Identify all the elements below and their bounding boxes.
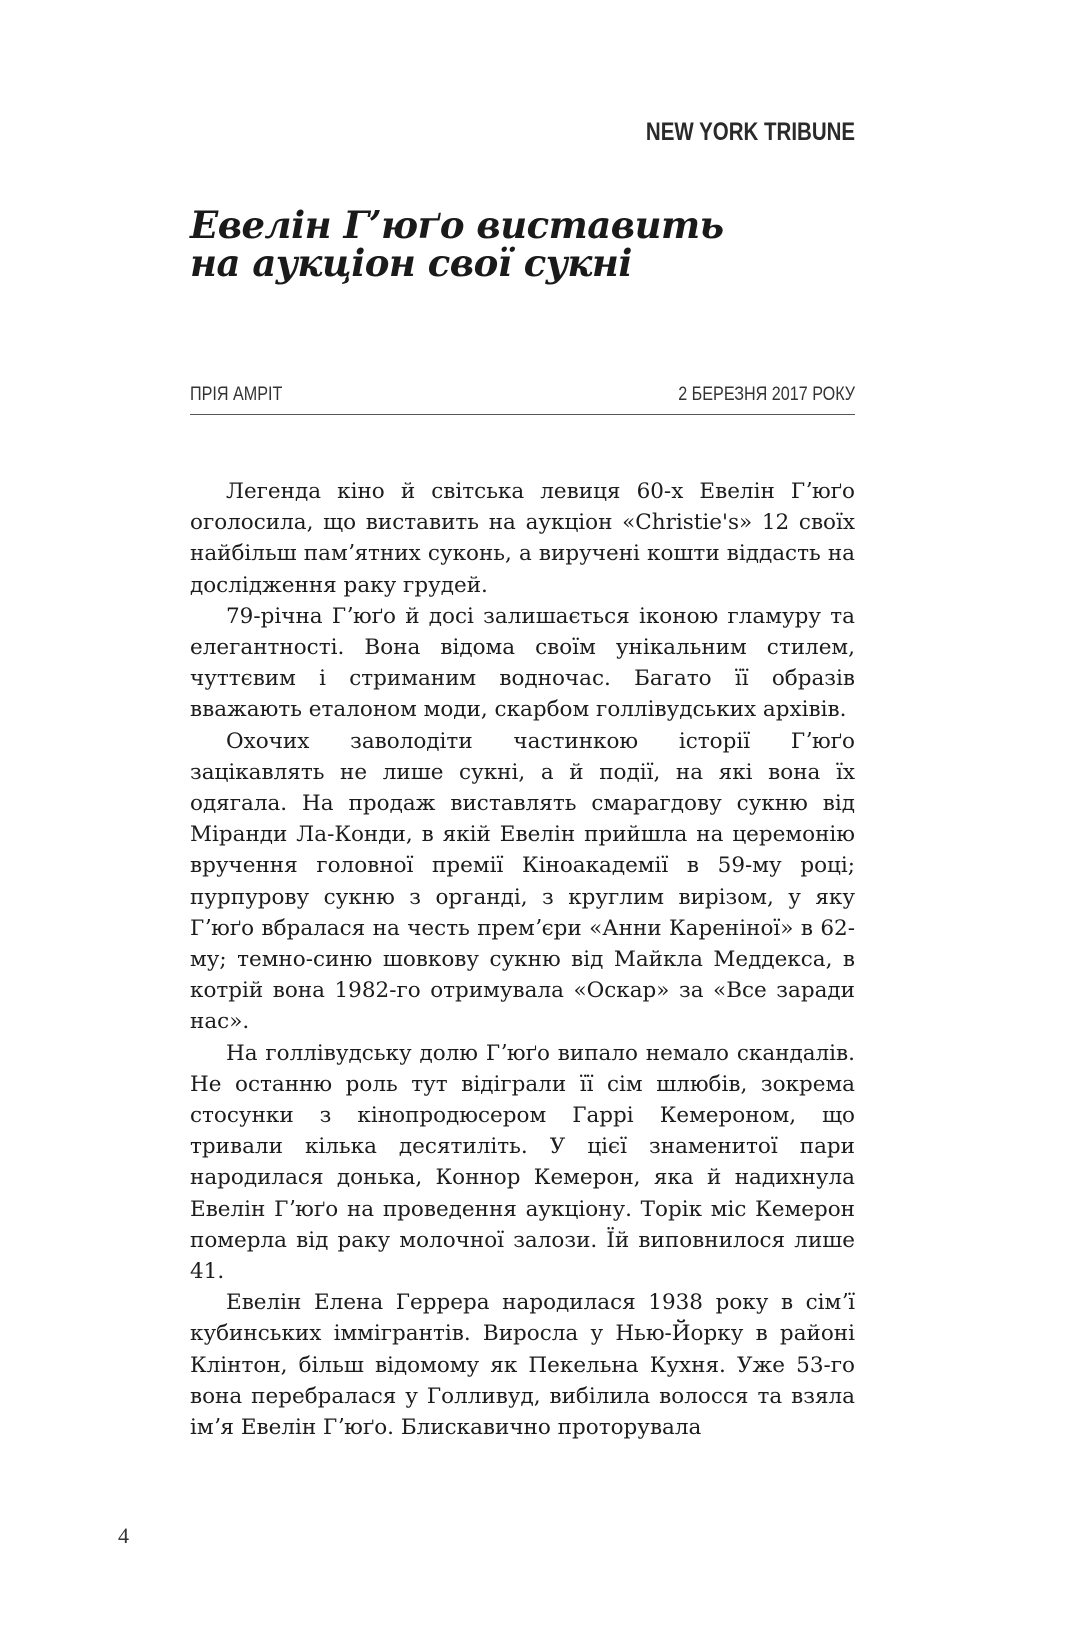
article-date: 2 БЕРЕЗНЯ 2017 РОКУ	[678, 384, 855, 405]
headline-line-1: Евелін Гʼюґо виставить	[190, 203, 724, 247]
paragraph: Евелін Елена Геррера народилася 1938 року в сімʼї кубинських іммігрантів. Виросла у Нью-Йорку в районі Клінтон, більш відомому як Пекельна Кухня. Уже 53-го вона перебралася у Голливуд, вибілила волосся та взяла імʼя Евелін Гʼюґо. Блискавично проторувала	[190, 1290, 855, 1441]
paragraph: Легенда кіно й світська левиця 60-х Евелін Гʼюґо оголосила, що виставить на аукціон «Christie's» 12 своїх найбільш памʼятних суконь, а виручені кошти віддасть на дослідження раку грудей.	[190, 479, 855, 598]
paragraph: 79-річна Гʼюґо й досі залишається іконою гламуру та елегантності. Вона відома своїм унікальним стилем, чуттєвим і стриманим водночас. Багато її образів вважають еталоном моди, скарбом голлівудських архівів.	[190, 603, 855, 723]
paragraph: На голлівудську долю Гʼюґо випало немало скандалів. Не останню роль тут відіграли її сім шлюбів, зокрема стосунки з кінопродюсером Гаррі Кемероном, що тривали кілька десятиліть. У цієї знаменитої пари народилася донька, Коннор Кемерон, яка й надихнула Евелін Гʼюґо на проведення аукціону. Торік міс Кемерон померла від раку молочної залози. Їй виповнилося лише 41.	[190, 1040, 855, 1285]
byline-row	[190, 384, 855, 415]
paragraph: Охочих заволодіти частинкою історії Гʼюґо зацікавлять не лише сукні, а й події, на які вона їх одягала. На продаж виставлять смарагдову сукню від Міранди Ла-Конди, в якій Евелін прийшла на церемонію вручення головної премії Кіноакадемії в 59-му році; пурпурову сукню з органді, з круглим вирізом, у яку Гʼюґо вбралася на честь премʼєри «Анни Кареніної» в 62-му; темно-синю шовкову сукню від Майкла Меддекса, в котрій вона 1982-го отримувала «Оскар» за «Все заради нас».	[190, 728, 855, 1035]
article-body	[190, 476, 855, 1443]
article-headline	[190, 203, 870, 285]
page-number: 4	[118, 1523, 129, 1548]
headline-line-2: на аукціон свої сукні	[190, 241, 632, 285]
article-author: ПРІЯ АМРІТ	[190, 384, 283, 405]
publication-masthead: NEW YORK TRIBUNE	[645, 118, 855, 146]
